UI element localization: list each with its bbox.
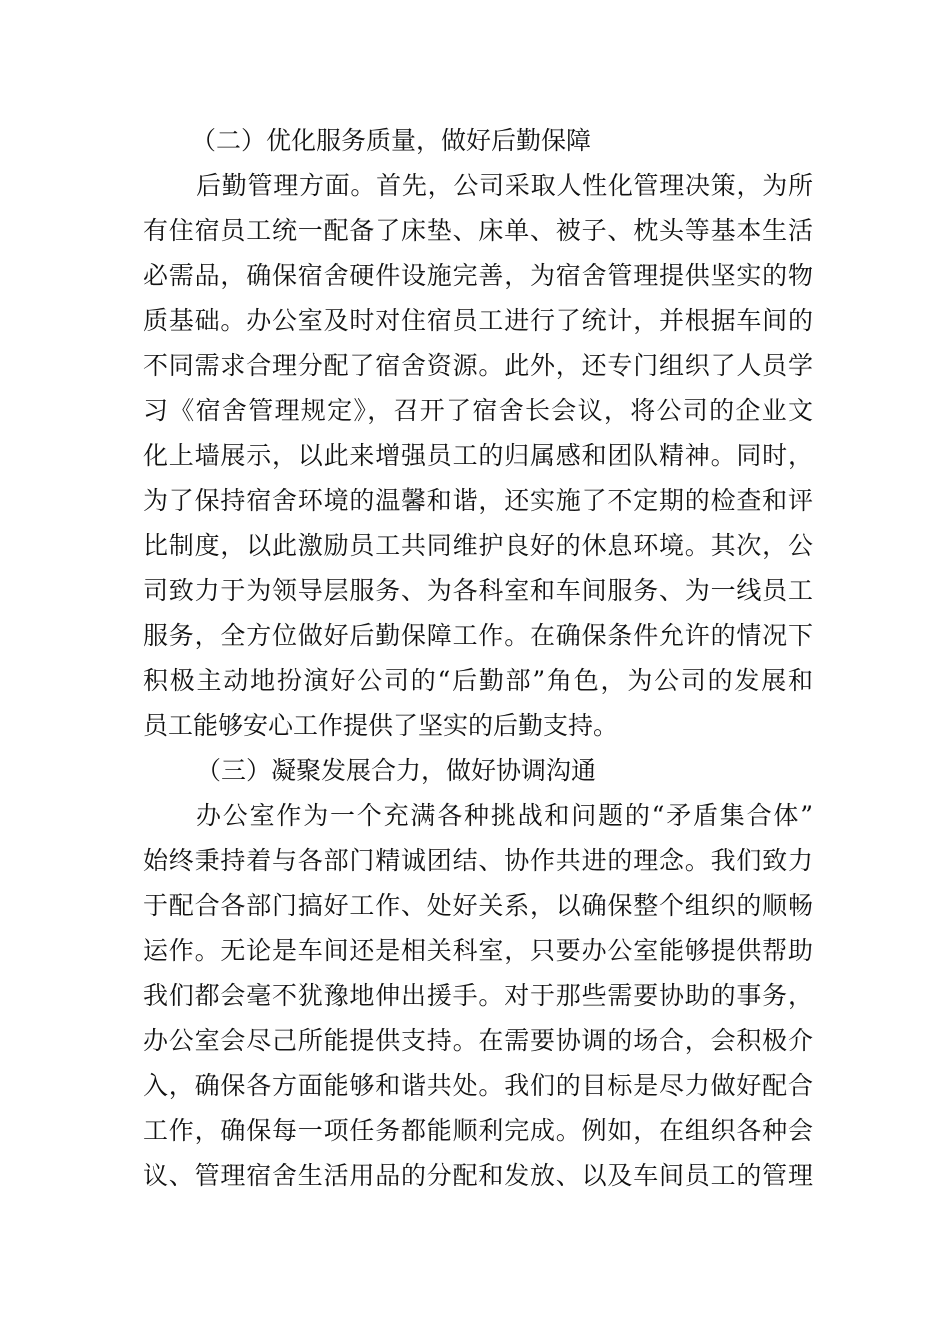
section-2-paragraph-line-7: 化上墙展示，以此来增强员工的归属感和团队精神。同时， bbox=[143, 441, 813, 470]
section-3-paragraph-line-7: 入，确保各方面能够和谐共处。我们的目标是尽力做好配合 bbox=[143, 1071, 813, 1100]
section-3-paragraph-line-5: 我们都会毫不犹豫地伸出援手。对于那些需要协助的事务， bbox=[143, 981, 813, 1010]
section-2-paragraph-line-2: 有住宿员工统一配备了床垫、床单、被子、枕头等基本生活 bbox=[143, 216, 813, 245]
section-3-paragraph-line-3: 于配合各部门搞好工作、处好关系，以确保整个组织的顺畅 bbox=[143, 891, 813, 920]
section-2-paragraph-line-3: 必需品，确保宿舍硬件设施完善，为宿舍管理提供坚实的物 bbox=[143, 261, 813, 290]
section-3-paragraph-line-8: 工作，确保每一项任务都能顺利完成。例如，在组织各种会 bbox=[143, 1116, 813, 1145]
section-2-paragraph-line-8: 为了保持宿舍环境的温馨和谐，还实施了不定期的检查和评 bbox=[143, 486, 813, 515]
section-2-paragraph-line-10: 司致力于为领导层服务、为各科室和车间服务、为一线员工 bbox=[143, 576, 813, 605]
section-2-paragraph-line-6: 习《宿舍管理规定》，召开了宿舍长会议，将公司的企业文 bbox=[143, 396, 813, 425]
section-2-paragraph-line-11: 服务，全方位做好后勤保障工作。在确保条件允许的情况下 bbox=[143, 621, 813, 650]
section-2-heading: （二）优化服务质量，做好后勤保障 bbox=[191, 126, 592, 155]
section-3-paragraph-line-4: 运作。无论是车间还是相关科室，只要办公室能够提供帮助 bbox=[143, 936, 813, 965]
section-3-paragraph-line-2: 始终秉持着与各部门精诚团结、协作共进的理念。我们致力 bbox=[143, 846, 813, 875]
section-2-paragraph-line-13: 员工能够安心工作提供了坚实的后勤支持。 bbox=[143, 711, 619, 740]
section-3-paragraph-line-1: 办公室作为一个充满各种挑战和问题的“矛盾集合体” bbox=[196, 801, 813, 830]
section-2-paragraph-line-9: 比制度，以此激励员工共同维护良好的休息环境。其次，公 bbox=[143, 531, 813, 560]
section-2-paragraph-line-1: 后勤管理方面。首先，公司采取人性化管理决策，为所 bbox=[196, 171, 813, 200]
section-2-paragraph-line-5: 不同需求合理分配了宿舍资源。此外，还专门组织了人员学 bbox=[143, 351, 813, 380]
section-3-heading: （三）凝聚发展合力，做好协调沟通 bbox=[196, 756, 597, 785]
section-3-paragraph-line-6: 办公室会尽己所能提供支持。在需要协调的场合，会积极介 bbox=[143, 1026, 813, 1055]
section-2-paragraph-line-4: 质基础。办公室及时对住宿员工进行了统计，并根据车间的 bbox=[143, 306, 813, 335]
section-2-paragraph-line-12: 积极主动地扮演好公司的“后勤部”角色，为公司的发展和 bbox=[143, 666, 813, 695]
section-3-paragraph-line-9: 议、管理宿舍生活用品的分配和发放、以及车间员工的管理 bbox=[143, 1161, 813, 1190]
